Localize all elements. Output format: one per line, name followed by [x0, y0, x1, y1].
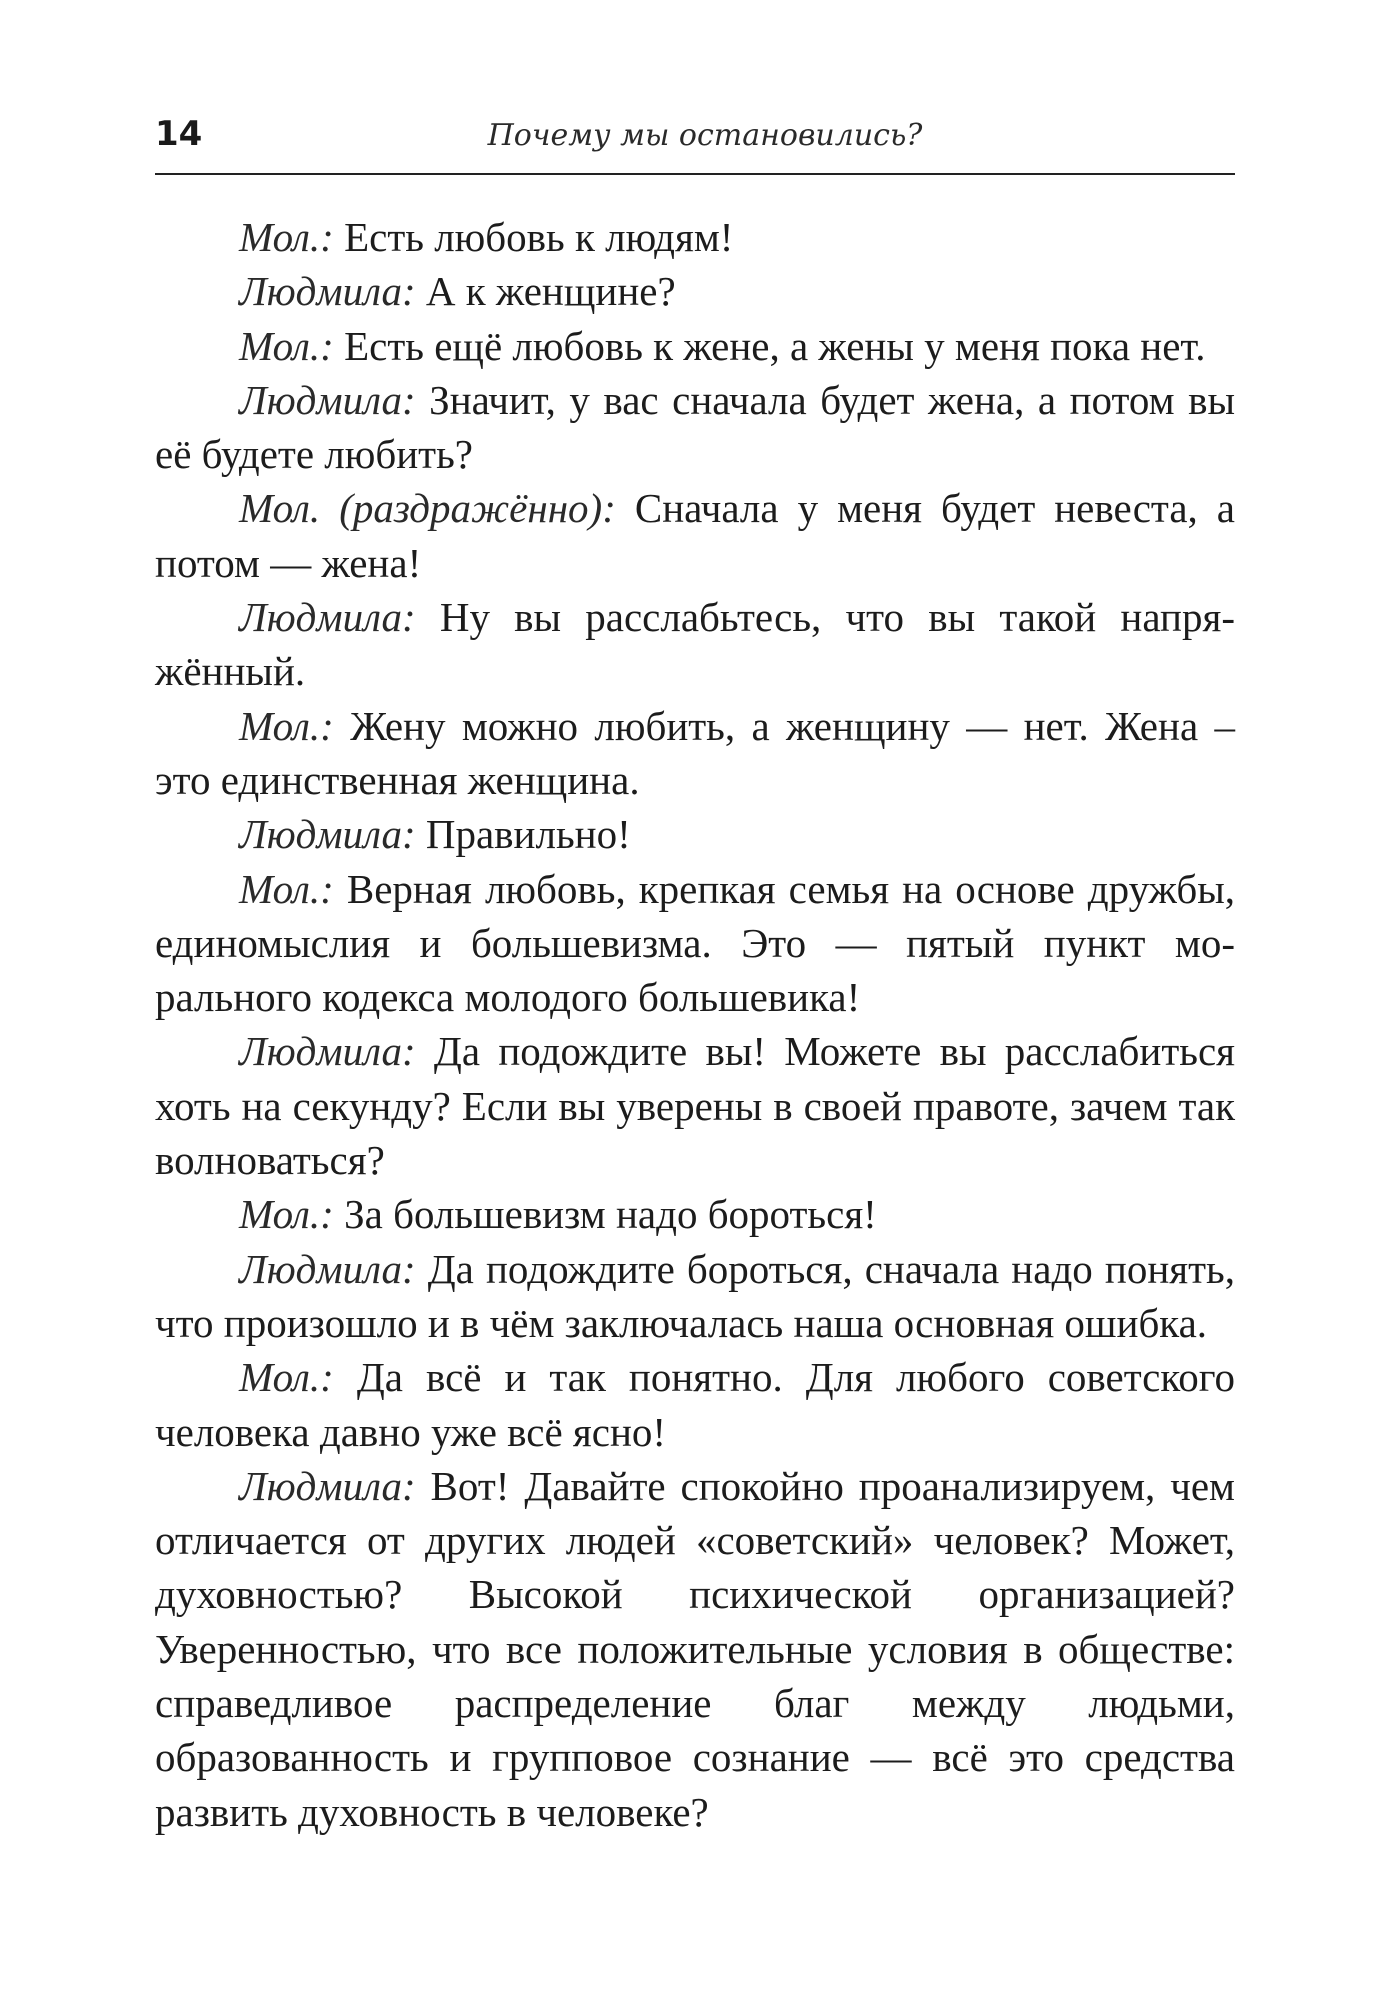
dialogue-line: Есть ещё любовь к жене, а жены у меня пока нет. [333, 322, 1206, 369]
dialogue-paragraph [155, 1187, 1235, 1241]
dialogue-paragraph [155, 210, 1235, 264]
dialogue-paragraph [155, 373, 1235, 482]
speaker-label: Мол.: [239, 702, 334, 749]
dialogue-line: А к женщине? [415, 268, 676, 315]
dialogue-paragraph [155, 1024, 1235, 1187]
dialogue-line: Значит, у вас сначала будет жена, а потом вы её будете любить? [155, 376, 1235, 478]
speaker-label: Людмила: [239, 376, 416, 423]
speaker-label: Мол.: [239, 322, 334, 369]
dialogue-paragraph [155, 699, 1235, 808]
dialogue-line: Да подождите вы! Можете вы расслабиться хоть на секунду? Если вы уверены в своей правоте, зачем так волноваться? [155, 1028, 1235, 1184]
dialogue-paragraph [155, 1350, 1235, 1459]
dialogue-paragraph [155, 319, 1235, 373]
page-header [155, 108, 1235, 168]
speaker-label: Мол. (раздражённо): [239, 485, 616, 532]
dialogue-paragraph [155, 807, 1235, 861]
speaker-label: Людмила: [239, 1245, 416, 1292]
dialogue-line: Вот! Давайте спокойно проанализируем, чем отличается от других людей «советский» человек? Может, духовностью? Высокой психической организацией? Уверенностью, что все положительные условия в обществе: справедливое распределение благ между людьми, образованность и групповое сознание — всё это средства развить духовность в человеке? [155, 1462, 1235, 1835]
speaker-label: Людмила: [239, 268, 416, 315]
dialogue-paragraph [155, 1242, 1235, 1351]
speaker-label: Людмила: [239, 1462, 416, 1509]
page-number: 14 [155, 114, 203, 154]
dialogue-line: Да всё и так понятно. Для любого советского человека давно уже всё ясно! [155, 1354, 1235, 1455]
dialogue-paragraph [155, 590, 1235, 699]
dialogue-paragraph [155, 1459, 1235, 1839]
speaker-label: Людмила: [239, 1028, 416, 1075]
dialogue-line: Есть любовь к людям! [333, 214, 734, 260]
dialogue-line: Верная любовь, крепкая семья на основе дружбы, единомыслия и большевизма. Это — пятый пункт морального кодекса молодого большевика! [155, 865, 1235, 1021]
dialogue-text [155, 210, 1235, 1839]
speaker-label: Мол.: [239, 1191, 334, 1238]
dialogue-paragraph [155, 481, 1235, 590]
speaker-label: Людмила: [239, 811, 416, 858]
dialogue-paragraph [155, 264, 1235, 318]
speaker-label: Мол.: [239, 865, 334, 912]
header-rule [155, 173, 1235, 175]
speaker-label: Мол.: [239, 1354, 334, 1401]
dialogue-line: Жену можно любить, а женщину — нет. Жена – это единственная женщина. [155, 702, 1235, 803]
dialogue-paragraph [155, 862, 1235, 1025]
dialogue-line: Да подождите бороться, сначала надо понять, что произошло и в чём заключалась наша основная ошибка. [155, 1245, 1235, 1346]
dialogue-line: Ну вы расслабьтесь, что вы такой напряжённый. [155, 594, 1235, 695]
speaker-label: Людмила: [239, 594, 416, 641]
dialogue-line: За большевизм надо бороться! [333, 1191, 877, 1238]
speaker-label: Мол.: [239, 214, 334, 260]
dialogue-line: Правильно! [415, 811, 631, 858]
dialogue-line: Сначала у меня будет невеста, а потом — жена! [155, 485, 1235, 586]
running-title: Почему мы остановились? [487, 118, 923, 153]
